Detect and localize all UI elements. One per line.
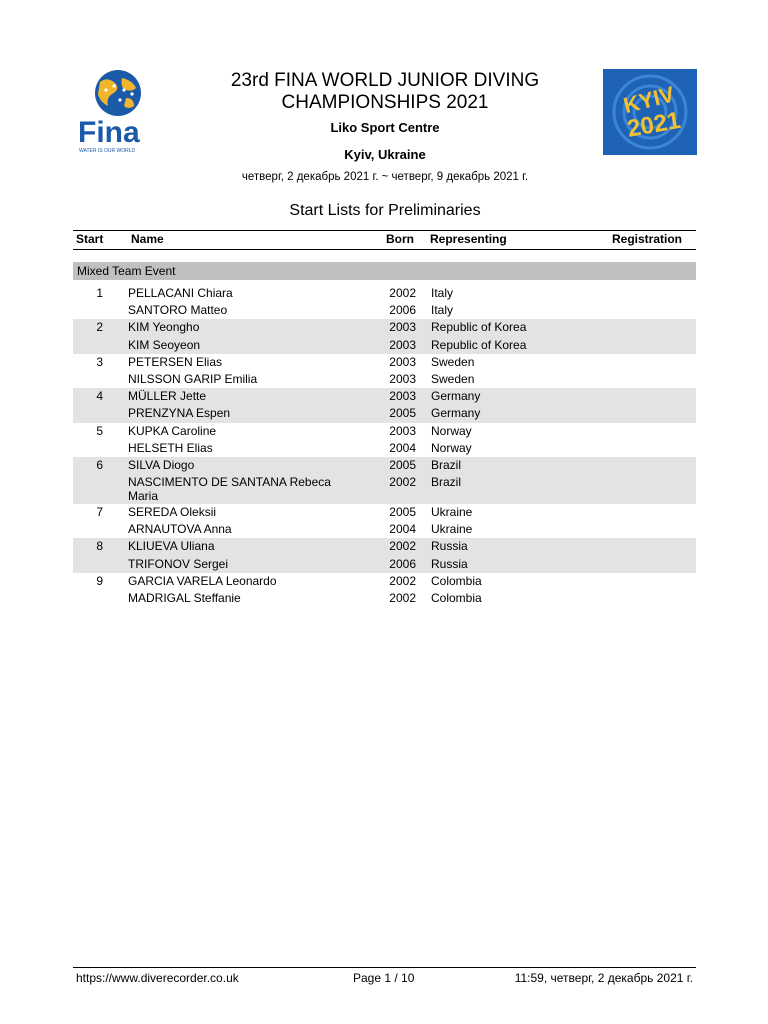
country: Republic of Korea: [431, 337, 527, 352]
start-list-subtitle: Start Lists for Preliminaries: [289, 202, 481, 219]
table-row: [73, 556, 696, 573]
athlete-name: MÜLLER Jette: [128, 389, 207, 404]
birth-year: 2004: [389, 522, 416, 537]
birth-year: 2006: [389, 303, 416, 318]
athlete-name: PETERSEN Elias: [128, 354, 223, 369]
team-entry: [73, 538, 696, 572]
athlete-name: KIM Yeongho: [128, 320, 200, 335]
event-dates: четверг, 2 декабрь 2021 г. ~ четверг, 9 декабрь 2021 г.: [241, 171, 529, 183]
table-row: [73, 457, 696, 474]
col-header-name: Name: [131, 232, 164, 246]
col-header-registration: Registration: [612, 232, 683, 246]
table-row: [73, 354, 696, 371]
table-row: [73, 285, 696, 302]
table-row: [73, 474, 696, 504]
birth-year: 2005: [389, 406, 416, 421]
header-rule-top: [73, 230, 696, 231]
venue: Liko Sport Centre: [330, 120, 440, 135]
start-order: 3: [96, 354, 103, 369]
birth-year: 2003: [389, 337, 416, 352]
start-order: 2: [96, 320, 103, 335]
country: Republic of Korea: [431, 320, 527, 335]
birth-year: 2003: [389, 320, 416, 335]
start-order: 7: [96, 505, 103, 520]
table-row: [73, 504, 696, 521]
team-entry: [73, 423, 696, 457]
athlete-name: KUPKA Caroline: [128, 423, 217, 438]
footer-timestamp: 11:59, четверг, 2 декабрь 2021 г.: [514, 971, 693, 985]
birth-year: 2002: [389, 573, 416, 588]
birth-year: 2002: [389, 286, 416, 300]
team-entry: [73, 354, 696, 388]
country: Sweden: [431, 354, 475, 369]
table-row: [73, 538, 696, 555]
team-entry: [73, 285, 696, 319]
birth-year: 2003: [389, 389, 416, 404]
country: Ukraine: [431, 505, 473, 520]
athlete-name: PELLACANI Chiara: [128, 286, 233, 300]
athlete-name: SANTORO Matteo: [128, 303, 228, 318]
footer-page-number: Page 1 / 10: [353, 971, 415, 985]
athlete-name: HELSETH Elias: [128, 440, 213, 455]
athlete-name: KIM Seoyeon: [128, 337, 201, 352]
table-row: [73, 337, 696, 354]
fina-logo-tagline: WATER IS OUR WORLD: [79, 148, 136, 154]
athlete-name: GARCIA VARELA Leonardo: [128, 573, 277, 588]
country: Colombia: [431, 591, 482, 605]
title-line-1: 23rd FINA WORLD JUNIOR DIVING: [230, 70, 540, 91]
fina-logo-wordmark: Fina: [78, 116, 140, 149]
table-row: [73, 440, 696, 457]
country: Brazil: [431, 475, 462, 490]
country: Colombia: [431, 573, 482, 588]
table-row: [73, 423, 696, 440]
table-row: [73, 521, 696, 538]
start-order: 9: [96, 573, 103, 588]
country: Germany: [431, 406, 481, 421]
kyiv-logo-year: 2021: [625, 106, 683, 143]
event-title: Mixed Team Event: [73, 262, 696, 280]
country: Ukraine: [431, 522, 473, 537]
table-row: [73, 388, 696, 405]
birth-year: 2005: [389, 457, 416, 472]
birth-year: 2002: [389, 591, 416, 605]
fina-logo: [78, 68, 152, 156]
table-row: [73, 302, 696, 319]
athlete-name: TRIFONOV Sergei: [128, 556, 229, 571]
kyiv-logo-text: KYIV: [620, 81, 677, 119]
table-row: [73, 573, 696, 590]
athlete-name: MADRIGAL Steffanie: [128, 591, 241, 605]
start-order: 8: [96, 539, 103, 554]
athlete-name: SEREDA Oleksii: [128, 505, 217, 520]
birth-year: 2003: [389, 371, 416, 386]
footer-url: https://www.diverecorder.co.uk: [76, 971, 239, 985]
birth-year: 2002: [389, 539, 416, 554]
col-header-representing: Representing: [430, 232, 507, 246]
team-entry: [73, 573, 696, 607]
athlete-name: NILSSON GARIP Emilia: [128, 371, 258, 386]
footer-rule: [73, 967, 696, 968]
country: Norway: [431, 423, 472, 438]
team-entry: [73, 457, 696, 504]
birth-year: 2005: [389, 505, 416, 520]
team-entry: [73, 504, 696, 538]
birth-year: 2003: [389, 423, 416, 438]
country: Italy: [431, 286, 454, 300]
country: Norway: [431, 440, 472, 455]
table-row: [73, 319, 696, 336]
start-order: 5: [96, 423, 103, 438]
start-list-table: [73, 285, 696, 607]
city: Kyiv, Ukraine: [344, 147, 426, 162]
country: Sweden: [431, 371, 475, 386]
athlete-name: NASCIMENTO DE SANTANA Rebeca Maria: [128, 475, 331, 503]
table-row: [73, 590, 696, 607]
athlete-name: ARNAUTOVA Anna: [128, 522, 232, 537]
country: Brazil: [431, 457, 462, 472]
birth-year: 2003: [389, 354, 416, 369]
athlete-name: KLIUEVA Uliana: [128, 539, 215, 554]
table-row: [73, 405, 696, 422]
start-order: 6: [96, 457, 103, 472]
country: Russia: [431, 539, 468, 554]
athlete-name: SILVA Diogo: [128, 457, 195, 472]
header-rule-bottom: [73, 249, 696, 250]
title-line-2: CHAMPIONSHIPS 2021: [281, 92, 489, 113]
table-row: [73, 371, 696, 388]
start-order: 4: [96, 389, 103, 404]
athlete-name: PRENZYNA Espen: [128, 406, 231, 421]
col-header-start: Start: [76, 232, 104, 246]
kyiv-2021-logo: [603, 69, 697, 155]
country: Germany: [431, 389, 481, 404]
country: Russia: [431, 556, 468, 571]
birth-year: 2006: [389, 556, 416, 571]
team-entry: [73, 319, 696, 353]
col-header-born: Born: [386, 232, 414, 246]
document-title: [170, 70, 600, 114]
country: Italy: [431, 303, 454, 318]
birth-year: 2002: [389, 475, 416, 490]
birth-year: 2004: [389, 440, 416, 455]
start-order: 1: [96, 286, 103, 300]
team-entry: [73, 388, 696, 422]
